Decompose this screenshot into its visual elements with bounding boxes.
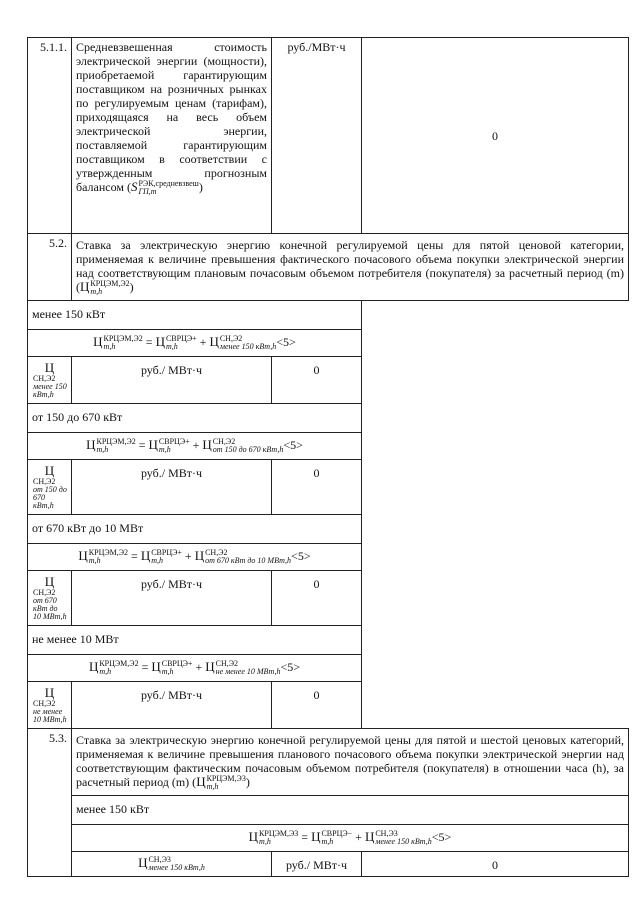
symbol-sub: m,h <box>161 667 174 677</box>
row-title <box>72 729 629 796</box>
symbol-sub: m,h <box>99 667 112 677</box>
param-symbol <box>28 682 72 729</box>
row-5-2-header <box>28 234 629 301</box>
formula-row <box>28 330 629 357</box>
symbol-sup: КРЦЭМ,Э2 <box>90 279 130 289</box>
symbol-sub: m,h <box>165 342 178 352</box>
param-row <box>28 682 629 729</box>
symbol-sup: КРЦЭМ,Э2 <box>103 334 143 344</box>
value-cell: 0 <box>272 357 362 404</box>
formula-term-sn <box>209 334 277 352</box>
plus-sign: + <box>199 335 207 350</box>
symbol-base: Ц <box>155 334 165 350</box>
symbol-base: Ц <box>78 548 88 564</box>
formula-term-svrce <box>311 829 353 847</box>
row-5-1-1 <box>28 38 629 234</box>
unit-cell: руб./МВт·ч <box>272 38 362 234</box>
group-label: не менее 10 МВт <box>28 626 362 655</box>
symbol-sup: СН,Э3 <box>375 829 398 839</box>
symbol-sub: менее 150 кВт,h <box>148 863 205 873</box>
symbol-sub: m,h <box>259 837 271 847</box>
symbol-sub: не менее 10 МВт,h <box>33 707 67 725</box>
symbol-sub: ГП,m <box>138 187 157 197</box>
symbol-sub: m,h <box>90 287 103 297</box>
formula-row <box>28 433 629 460</box>
group-label-row <box>28 404 629 433</box>
symbol-base: Ц <box>80 279 90 294</box>
row-number: 5.2. <box>28 234 72 301</box>
formula-term-sn <box>194 548 292 566</box>
symbol-base: Ц <box>194 548 205 564</box>
formula-term-svrce <box>155 334 197 352</box>
formula-lhs <box>248 829 299 847</box>
plus-sign: + <box>355 830 362 845</box>
formula-lhs <box>88 659 139 677</box>
symbol-sub: от 150 до 670 кВт,h <box>33 485 67 511</box>
formula-row <box>28 655 629 682</box>
symbol-base: Ц <box>140 548 151 564</box>
symbol-c-krcem-e2 <box>80 279 130 297</box>
value-cell: 0 <box>272 460 362 515</box>
equals-sign: = <box>131 549 138 564</box>
symbol-sup: СН,Э3 <box>148 855 171 865</box>
title-end: ) <box>129 280 134 294</box>
param-symbol <box>28 460 72 515</box>
symbol-sub: от 670 кВт до 10 МВт,h <box>33 596 67 622</box>
symbol-sub: m,h <box>158 445 171 455</box>
symbol-base: Ц <box>196 774 206 790</box>
formula-term-svrce <box>140 548 182 566</box>
symbol-base: Ц <box>148 437 158 453</box>
param-symbol <box>72 852 272 877</box>
plus-sign: + <box>195 660 203 675</box>
formula <box>28 433 362 460</box>
symbol-base: Ц <box>88 659 99 675</box>
symbol-sub: от 150 до 670 кВт,h <box>212 445 284 455</box>
symbol-sub: m,h <box>103 342 116 352</box>
symbol-sub: m,h <box>88 556 101 566</box>
symbol-sup: СН,Э2 <box>33 699 56 709</box>
group-label-row <box>28 626 629 655</box>
symbol-base: Ц <box>93 334 103 350</box>
symbol-base: Ц <box>44 360 55 376</box>
param-row <box>28 852 629 877</box>
value-cell: 0 <box>362 852 629 877</box>
formula-row <box>28 825 629 852</box>
symbol-sup: СВРЦЭ+ <box>165 334 197 344</box>
symbol-sub: менее 150 кВт,h <box>375 837 432 847</box>
symbol-sub: от 670 кВт до 10 МВт,h <box>205 556 292 566</box>
value-cell: 0 <box>272 682 362 729</box>
param-term-sn <box>32 574 67 622</box>
group-label-row <box>28 515 629 544</box>
formula-lhs <box>86 437 136 455</box>
symbol-sup: КРЦЭМ,Э3 <box>259 829 299 839</box>
unit-cell: руб./ МВт·ч <box>272 852 362 877</box>
symbol-sup: СВРЦЭ− <box>321 829 353 839</box>
symbol-sup: КРЦЭМ,Э2 <box>88 548 129 558</box>
equals-sign: = <box>301 830 309 845</box>
symbol-sub: менее 150 кВт,h <box>219 342 277 352</box>
group-label: менее 150 кВт <box>72 796 629 825</box>
symbol-sup: СН,Э2 <box>215 659 239 669</box>
symbol-base: Ц <box>209 334 219 350</box>
formula <box>28 330 362 357</box>
symbol-sup: СН,Э2 <box>219 334 243 344</box>
symbol-sup: СВРЦЭ+ <box>161 659 193 669</box>
row-description <box>72 38 272 234</box>
symbol-sup: СН,Э2 <box>205 548 228 558</box>
value-cell: 0 <box>272 571 362 626</box>
row-number: 5.3. <box>28 729 72 877</box>
formula-term-sn <box>364 829 432 847</box>
formula <box>72 825 629 852</box>
symbol-sup: РЭК,средневзвеш <box>138 179 199 189</box>
unit-cell: руб./ МВт·ч <box>72 460 272 515</box>
symbol-c-krcem-e3 <box>196 774 246 792</box>
symbol-sup: КРЦЭМ,Э2 <box>99 659 139 669</box>
row-5-3-header <box>28 729 629 796</box>
param-term-sn <box>32 685 67 725</box>
formula-row <box>28 544 629 571</box>
description-text: Средневзвешенная стоимость электрической энергии (мощности), приобретаемой гарантирующим поставщиком на розничных рынках по регулируемым ценам (тарифам), приходящаяся на весь объем электрической энергии, поставляемой гарантирующим поставщиком в соответствии с утвержденным прогнозным балансом ( <box>76 40 267 194</box>
symbol-sup: КРЦЭМ,Э2 <box>96 437 136 447</box>
symbol-sup: СН,Э2 <box>33 588 56 598</box>
symbol-s-gp <box>130 179 199 197</box>
param-term-sn <box>32 360 67 400</box>
plus-sign: + <box>184 549 192 564</box>
description-end: ) <box>198 180 203 194</box>
group-label: менее 150 кВт <box>28 301 362 330</box>
group-label: от 150 до 670 кВт <box>28 404 362 433</box>
symbol-sup: СН,Э2 <box>212 437 236 447</box>
group-label-row <box>28 301 629 330</box>
unit-cell: руб./ МВт·ч <box>72 357 272 404</box>
symbol-base: Ц <box>248 829 259 845</box>
param-term-sn <box>32 463 67 511</box>
symbol-sub: m,h <box>151 556 163 566</box>
title-text: Ставка за электрическую энергию конечной регулируемой цены для пятой ценовой категории, применяемая к величине превышения фактического почасового объема покупки электрической энергии над соответствующим плановым почасовым объемом потребителя (покупателя) за расчетный период (m) ( <box>76 238 624 294</box>
symbol-base: S <box>130 179 138 194</box>
symbol-base: Ц <box>44 463 55 479</box>
symbol-base: Ц <box>202 437 212 453</box>
symbol-sup: СВРЦЭ+ <box>158 437 190 447</box>
unit-cell: руб./ МВт·ч <box>72 682 272 729</box>
symbol-base: Ц <box>151 659 161 675</box>
title-end: ) <box>245 775 250 790</box>
symbol-sup: СН,Э2 <box>33 374 56 384</box>
formula <box>28 544 362 571</box>
symbol-sub: m,h <box>206 782 219 792</box>
symbol-base: Ц <box>205 659 215 675</box>
formula-lhs <box>78 548 129 566</box>
formula-term-sn <box>202 437 284 455</box>
param-symbol <box>28 357 72 404</box>
footnote-ref: <5> <box>280 660 301 675</box>
symbol-sup: СН,Э2 <box>33 477 56 487</box>
symbol-base: Ц <box>44 685 55 701</box>
unit-cell: руб./ МВт·ч <box>72 571 272 626</box>
symbol-sub: менее 150 кВт,h <box>33 382 67 400</box>
formula <box>28 655 362 682</box>
formula-term-svrce <box>148 437 190 455</box>
symbol-base: Ц <box>138 855 148 871</box>
group-label: от 670 кВт до 10 МВт <box>28 515 362 544</box>
footnote-ref: <5> <box>276 335 296 350</box>
param-row <box>28 357 629 404</box>
param-term-sn <box>138 855 205 873</box>
equals-sign: = <box>145 335 153 350</box>
symbol-sub: m,h <box>321 837 334 847</box>
param-row <box>28 460 629 515</box>
equals-sign: = <box>141 660 149 675</box>
symbol-base: Ц <box>364 829 375 845</box>
symbol-base: Ц <box>311 829 321 845</box>
plus-sign: + <box>192 438 200 453</box>
param-row <box>28 571 629 626</box>
tariff-table <box>27 37 629 877</box>
row-title <box>72 234 629 301</box>
symbol-sup: СВРЦЭ+ <box>151 548 182 558</box>
symbol-sub: не менее 10 МВт,h <box>215 667 281 677</box>
formula-lhs <box>93 334 143 352</box>
row-number: 5.1.1. <box>28 38 72 234</box>
footnote-ref: <5> <box>431 830 452 845</box>
title-text: Ставка за электрическую энергию конечной регулируемой цены для пятой и шестой ценовых категорий, применяемая к величине превышения планового почасового объема покупки электрической энергии над соответствующим фактическим почасовым объемом потребителя (покупателя) в отношении часа (h), за расчетный период (m) ( <box>76 733 624 790</box>
symbol-sub: m,h <box>96 445 109 455</box>
symbol-sup: КРЦЭМ,Э3 <box>206 774 246 784</box>
formula-term-sn <box>205 659 281 677</box>
footnote-ref: <5> <box>283 438 303 453</box>
param-symbol <box>28 571 72 626</box>
equals-sign: = <box>138 438 146 453</box>
footnote-ref: <5> <box>291 549 311 564</box>
group-label-row <box>28 796 629 825</box>
symbol-base: Ц <box>86 437 96 453</box>
symbol-base: Ц <box>44 574 55 590</box>
formula-term-svrce <box>151 659 193 677</box>
value-cell: 0 <box>362 38 629 234</box>
